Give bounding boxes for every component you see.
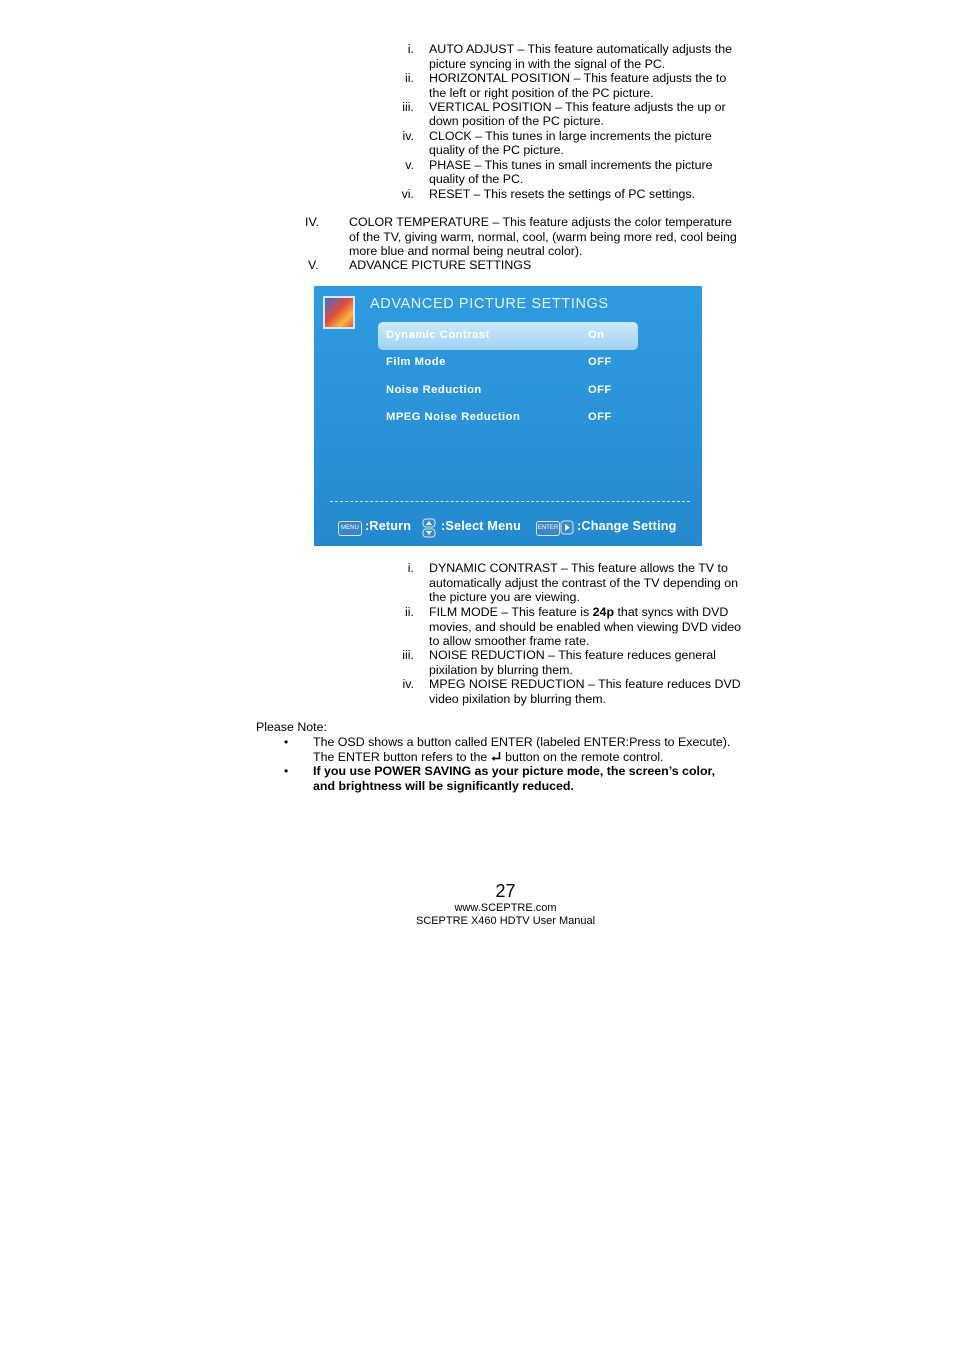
- osd-divider: [330, 501, 690, 502]
- list-number: ii.: [405, 71, 414, 85]
- bullet-icon: •: [284, 735, 289, 749]
- list-number: vi.: [401, 186, 414, 201]
- osd-row-label: MPEG Noise Reduction: [386, 411, 521, 423]
- osd-row-dynamic-contrast[interactable]: [378, 322, 638, 350]
- list-number: IV.: [305, 215, 320, 229]
- osd-return-label: :Return: [365, 519, 412, 533]
- note-text: [313, 750, 664, 765]
- list-number: i.: [407, 561, 414, 575]
- list-item-text: automatically adjust the contrast of the TV depending on: [429, 575, 739, 590]
- website-text: www.SCEPTRE.com: [454, 902, 557, 914]
- list-item-text: DYNAMIC CONTRAST – This feature allows the TV to: [429, 561, 728, 575]
- osd-screenshot: [314, 286, 702, 546]
- enter-return-icon: [491, 751, 502, 762]
- osd-row-film-mode[interactable]: [378, 349, 638, 377]
- right-arrow-key-icon: [560, 520, 574, 535]
- menu-key-icon: MENU: [338, 521, 362, 536]
- osd-row-noise-reduction[interactable]: [378, 377, 638, 405]
- list-number: iv.: [402, 128, 414, 143]
- list-item-text: pixilation by blurring them.: [429, 662, 573, 677]
- osd-select-label: :Select Menu: [441, 519, 522, 533]
- text-run: FILM MODE – This feature is: [429, 605, 593, 619]
- list-item-text: video pixilation by blurring them.: [429, 691, 607, 706]
- list-item-text: NOISE REDUCTION – This feature reduces general: [429, 648, 716, 662]
- osd-row-label: Noise Reduction: [386, 384, 482, 396]
- list-number: V.: [308, 258, 319, 272]
- bullet-icon: •: [284, 764, 289, 778]
- text-run: button on the remote control.: [505, 749, 664, 764]
- picture-settings-icon: [323, 296, 355, 329]
- note-text-bold: and brightness will be significantly reduced.: [313, 778, 574, 793]
- list-item-text: of the TV, giving warm, normal, cool, (warm being more red, cool being: [349, 229, 737, 244]
- list-item-text: MPEG NOISE REDUCTION – This feature reduces DVD: [429, 677, 741, 691]
- list-item-text: down position of the PC picture.: [429, 114, 604, 128]
- list-item-text: to allow smoother frame rate.: [429, 634, 590, 648]
- page-number: 27: [495, 881, 516, 901]
- list-item-text: quality of the PC picture.: [429, 143, 564, 157]
- list-item-text: CLOCK – This tunes in large increments the picture: [429, 128, 712, 143]
- osd-row-label: Film Mode: [386, 356, 446, 368]
- note-text-bold: If you use POWER SAVING as your picture mode, the screen’s color,: [313, 764, 716, 778]
- list-item-text: VERTICAL POSITION – This feature adjusts the up or: [429, 99, 726, 114]
- osd-row-value: OFF: [588, 384, 612, 396]
- enter-key-icon: ENTER: [536, 521, 560, 536]
- list-number: iv.: [402, 677, 414, 691]
- list-number: i.: [407, 42, 414, 56]
- list-item-text: PHASE – This tunes in small increments the picture: [429, 157, 713, 172]
- list-item-text: ADVANCE PICTURE SETTINGS: [349, 258, 532, 272]
- list-item-text: quality of the PC.: [429, 172, 524, 186]
- manual-title: SCEPTRE X460 HDTV User Manual: [415, 915, 596, 927]
- list-item-text: the left or right position of the PC picture.: [429, 85, 654, 100]
- note-heading: Please Note:: [256, 720, 327, 734]
- list-number: iii.: [402, 648, 414, 662]
- list-number: iii.: [402, 99, 414, 114]
- osd-title: ADVANCED PICTURE SETTINGS: [370, 296, 609, 312]
- up-down-arrows-icon: [422, 518, 436, 538]
- list-item-text: COLOR TEMPERATURE – This feature adjusts the color temperature: [349, 215, 732, 229]
- osd-row-mpeg-noise-reduction[interactable]: [378, 404, 638, 432]
- list-number: v.: [405, 157, 414, 172]
- osd-row-value: On: [588, 329, 605, 341]
- osd-row-value: OFF: [588, 411, 612, 423]
- osd-row-value: OFF: [588, 356, 612, 368]
- list-item-text: HORIZONTAL POSITION – This feature adjusts the to: [429, 71, 727, 85]
- text-run: that syncs with DVD: [614, 605, 729, 619]
- list-item-text: movies, and should be enabled when viewing DVD video: [429, 619, 742, 634]
- list-item-text: the picture you are viewing.: [429, 590, 580, 604]
- list-number: ii.: [405, 605, 414, 619]
- osd-row-label: Dynamic Contrast: [386, 329, 490, 341]
- osd-footer: [314, 516, 702, 546]
- text-run-bold: 24p: [592, 605, 615, 619]
- note-text: The OSD shows a button called ENTER (labeled ENTER:Press to Execute).: [313, 735, 731, 749]
- list-item-text: RESET – This resets the settings of PC settings.: [429, 186, 696, 201]
- list-item-text: AUTO ADJUST – This feature automatically adjusts the: [429, 42, 733, 56]
- osd-change-label: :Change Setting: [577, 519, 677, 533]
- list-item-text: [429, 605, 728, 620]
- list-item-text: more blue and normal being neutral color).: [349, 244, 583, 258]
- list-item-text: picture syncing in with the signal of the PC.: [429, 56, 666, 71]
- text-run: The ENTER button refers to the: [313, 749, 488, 764]
